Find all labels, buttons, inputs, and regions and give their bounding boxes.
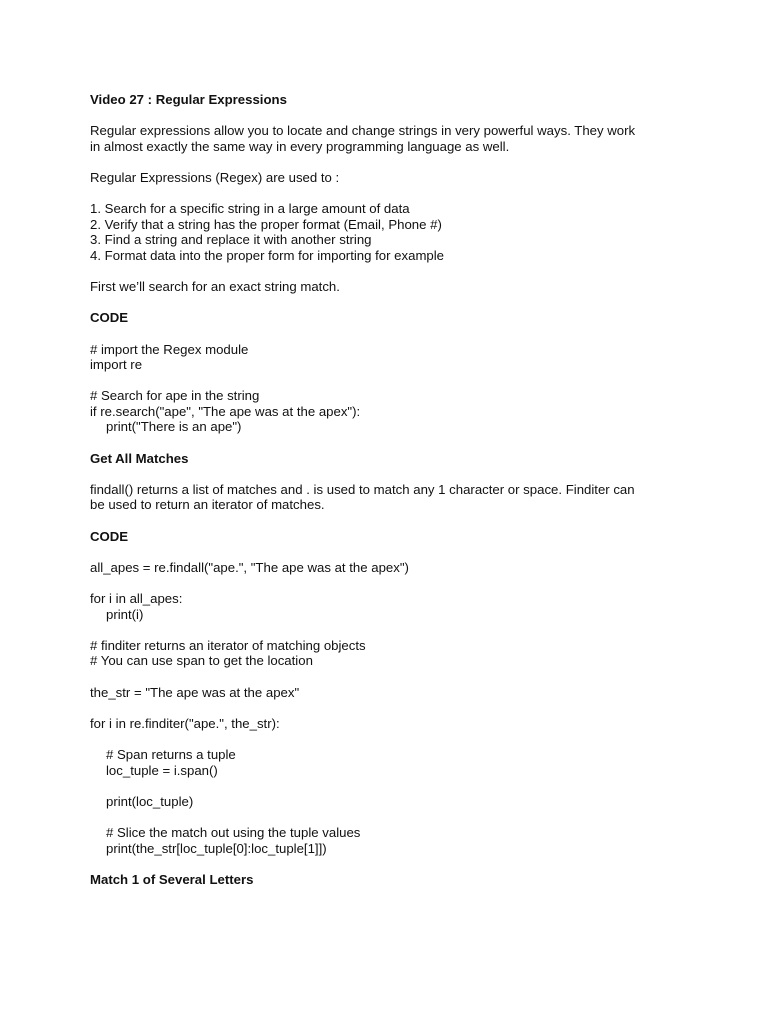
spacer	[90, 264, 690, 280]
findall-desc-line-2: be used to return an iterator of matches.	[90, 497, 325, 513]
use-item-3: 3. Find a string and replace it with another string	[90, 232, 372, 248]
use-item-1: 1. Search for a specific string in a large amount of data	[90, 201, 410, 217]
first-search-text: First we’ll search for an exact string match.	[90, 279, 340, 295]
code-if-line: if re.search("ape", "The ape was at the apex"):	[90, 403, 361, 419]
code-comment-span: # You can use span to get the location	[90, 653, 313, 669]
use-item-2: 2. Verify that a string has the proper format (Email, Phone #)	[90, 216, 442, 232]
used-to-heading: Regular Expressions (Regex) are used to :	[90, 169, 340, 185]
spacer	[90, 575, 690, 591]
spacer	[90, 731, 690, 747]
code-the-str: the_str = "The ape was at the apex"	[90, 684, 300, 700]
spacer	[90, 326, 690, 342]
code-comment-import: # import the Regex module	[90, 341, 249, 357]
spacer	[90, 186, 690, 202]
spacer	[90, 856, 690, 872]
code-comment-tuple: # Span returns a tuple	[106, 746, 236, 762]
code-print-slice: print(the_str[loc_tuple[0]:loc_tuple[1]])	[106, 840, 327, 856]
findall-desc-line-1: findall() returns a list of matches and . is used to match any 1 character or space. Finditer can	[90, 481, 635, 497]
code-import-line: import re	[90, 357, 143, 373]
code-for-finditer: for i in re.finditer("ape.", the_str):	[90, 715, 280, 731]
spacer	[90, 669, 690, 685]
spacer	[90, 108, 690, 124]
code-for-all-apes: for i in all_apes:	[90, 591, 183, 606]
get-all-matches-heading: Get All Matches	[90, 450, 189, 466]
spacer	[90, 809, 690, 825]
code-all-apes: all_apes = re.findall("ape.", "The ape was at the apex")	[90, 559, 409, 575]
document-title: Video 27 : Regular Expressions	[90, 92, 287, 107]
code-comment-search: # Search for ape in the string	[90, 388, 260, 404]
code-label-1: CODE	[90, 310, 129, 326]
spacer	[90, 700, 690, 716]
spacer	[90, 466, 690, 482]
code-loc-tuple: loc_tuple = i.span()	[106, 762, 218, 778]
spacer	[90, 622, 690, 638]
spacer	[90, 373, 690, 389]
intro-line-2: in almost exactly the same way in every programming language as well.	[90, 138, 510, 154]
code-label-2: CODE	[90, 528, 129, 544]
spacer	[90, 544, 690, 560]
spacer	[90, 435, 690, 451]
code-print-loc: print(loc_tuple)	[106, 793, 194, 809]
match-several-letters-heading: Match 1 of Several Letters	[90, 871, 254, 887]
intro-line-1: Regular expressions allow you to locate and change strings in very powerful ways. They work	[90, 123, 636, 139]
use-item-4: 4. Format data into the proper form for importing for example	[90, 247, 445, 263]
spacer	[90, 778, 690, 794]
code-print-line: print("There is an ape")	[106, 419, 242, 435]
spacer	[90, 154, 690, 170]
code-comment-finditer: # finditer returns an iterator of matching objects	[90, 637, 366, 653]
code-comment-slice: # Slice the match out using the tuple values	[106, 824, 361, 840]
document-page	[90, 92, 690, 887]
code-print-i: print(i)	[106, 606, 144, 622]
spacer	[90, 513, 690, 529]
spacer	[90, 295, 690, 311]
